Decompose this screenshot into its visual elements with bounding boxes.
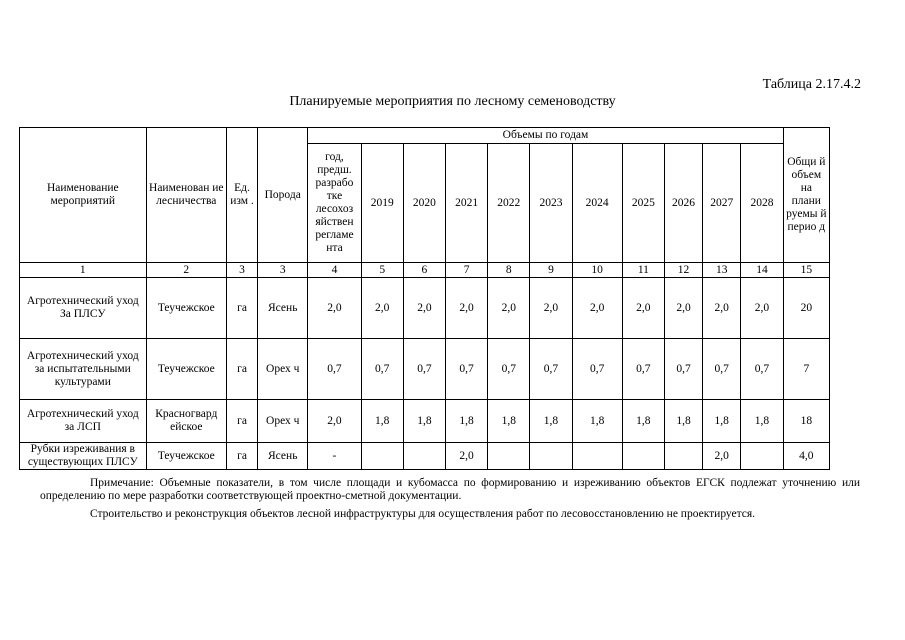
column-number: 2 bbox=[146, 263, 226, 278]
header-unit: Ед. изм . bbox=[226, 128, 257, 263]
year-value: 1,8 bbox=[403, 400, 445, 443]
column-number: 7 bbox=[445, 263, 487, 278]
table-row bbox=[20, 443, 830, 470]
year-value: 2,0 bbox=[530, 278, 572, 339]
header-base-year: год, предш. разрабо тке лесохоз яйствен регламе нта bbox=[308, 144, 361, 263]
column-number: 3 bbox=[258, 263, 308, 278]
base-year-value: - bbox=[308, 443, 361, 470]
year-value: 0,7 bbox=[445, 339, 487, 400]
header-forestry: Наименован ие лесничества bbox=[146, 128, 226, 263]
unit-cell: га bbox=[226, 278, 257, 339]
header-year: 2023 bbox=[530, 144, 572, 263]
unit-cell: га bbox=[226, 339, 257, 400]
forestry-name: Красногвард ейское bbox=[146, 400, 226, 443]
year-value: 1,8 bbox=[445, 400, 487, 443]
year-value: 1,8 bbox=[361, 400, 403, 443]
column-number: 5 bbox=[361, 263, 403, 278]
header-year: 2021 bbox=[445, 144, 487, 263]
year-value: 2,0 bbox=[703, 278, 741, 339]
column-number: 9 bbox=[530, 263, 572, 278]
total-value: 7 bbox=[783, 339, 829, 400]
header-event: Наименование мероприятий bbox=[20, 128, 147, 263]
year-value: 2,0 bbox=[488, 278, 530, 339]
year-value: 0,7 bbox=[403, 339, 445, 400]
column-number: 8 bbox=[488, 263, 530, 278]
species-cell: Ясень bbox=[258, 443, 308, 470]
unit-cell: га bbox=[226, 443, 257, 470]
event-name: Агротехнический уход за ЛСП bbox=[20, 400, 147, 443]
column-number: 12 bbox=[664, 263, 702, 278]
species-cell: Ясень bbox=[258, 278, 308, 339]
column-number: 14 bbox=[741, 263, 783, 278]
header-year: 2019 bbox=[361, 144, 403, 263]
year-value: 1,8 bbox=[488, 400, 530, 443]
species-cell: Орех ч bbox=[258, 400, 308, 443]
total-value: 20 bbox=[783, 278, 829, 339]
header-volumes: Объемы по годам bbox=[308, 128, 783, 144]
event-name: Рубки изреживания в существующих ПЛСУ bbox=[20, 443, 147, 470]
column-number: 11 bbox=[622, 263, 664, 278]
column-number: 6 bbox=[403, 263, 445, 278]
year-value bbox=[741, 443, 783, 470]
year-value bbox=[622, 443, 664, 470]
year-value: 1,8 bbox=[572, 400, 622, 443]
forestry-name: Теучежское bbox=[146, 443, 226, 470]
year-value: 0,7 bbox=[572, 339, 622, 400]
total-value: 4,0 bbox=[783, 443, 829, 470]
year-value: 2,0 bbox=[664, 278, 702, 339]
unit-cell: га bbox=[226, 400, 257, 443]
year-value: 0,7 bbox=[703, 339, 741, 400]
header-year: 2022 bbox=[488, 144, 530, 263]
column-number: 10 bbox=[572, 263, 622, 278]
year-value: 0,7 bbox=[530, 339, 572, 400]
year-value bbox=[664, 443, 702, 470]
base-year-value: 2,0 bbox=[308, 278, 361, 339]
total-value: 18 bbox=[783, 400, 829, 443]
year-value: 2,0 bbox=[703, 443, 741, 470]
year-value: 0,7 bbox=[741, 339, 783, 400]
table-row bbox=[20, 400, 830, 443]
year-value: 0,7 bbox=[622, 339, 664, 400]
header-year: 2027 bbox=[703, 144, 741, 263]
year-value: 1,8 bbox=[664, 400, 702, 443]
note-paragraph: Строительство и реконструкция объектов лесной инфраструктуры для осуществления работ по лесовосстановлению не проектируется. bbox=[90, 508, 756, 520]
forestry-name: Теучежское bbox=[146, 339, 226, 400]
column-number: 13 bbox=[703, 263, 741, 278]
year-value: 2,0 bbox=[445, 278, 487, 339]
year-value: 2,0 bbox=[741, 278, 783, 339]
table-row bbox=[20, 278, 830, 339]
year-value: 2,0 bbox=[403, 278, 445, 339]
year-value bbox=[403, 443, 445, 470]
note-paragraph: Примечание: Объемные показатели, в том числе площади и кубомасса по формированию и изреживанию объектов ЕГСК подлежат уточнению или определению по мере разработки соответствующей проектно-сметной документации. bbox=[40, 477, 860, 502]
year-value: 2,0 bbox=[572, 278, 622, 339]
year-value bbox=[530, 443, 572, 470]
year-value: 1,8 bbox=[741, 400, 783, 443]
year-value: 0,7 bbox=[361, 339, 403, 400]
header-year: 2020 bbox=[403, 144, 445, 263]
year-value: 1,8 bbox=[622, 400, 664, 443]
header-year: 2028 bbox=[741, 144, 783, 263]
header-year: 2024 bbox=[572, 144, 622, 263]
year-value bbox=[572, 443, 622, 470]
event-name: Агротехнический уход За ПЛСУ bbox=[20, 278, 147, 339]
year-value: 2,0 bbox=[361, 278, 403, 339]
column-number: 4 bbox=[308, 263, 361, 278]
column-number: 3 bbox=[226, 263, 257, 278]
table-number: Таблица 2.17.4.2 bbox=[762, 77, 861, 92]
year-value: 1,8 bbox=[703, 400, 741, 443]
header-species: Порода bbox=[258, 128, 308, 263]
year-value: 1,8 bbox=[530, 400, 572, 443]
seed-production-table bbox=[19, 127, 830, 470]
column-number: 1 bbox=[20, 263, 147, 278]
header-total: Общи й объем на плани руемы й перио д bbox=[783, 128, 829, 263]
column-number: 15 bbox=[783, 263, 829, 278]
year-value: 0,7 bbox=[664, 339, 702, 400]
year-value bbox=[488, 443, 530, 470]
base-year-value: 0,7 bbox=[308, 339, 361, 400]
species-cell: Орех ч bbox=[258, 339, 308, 400]
event-name: Агротехнический уход за испытательными культурами bbox=[20, 339, 147, 400]
year-value: 0,7 bbox=[488, 339, 530, 400]
year-value bbox=[361, 443, 403, 470]
base-year-value: 2,0 bbox=[308, 400, 361, 443]
table-caption: Планируемые мероприятия по лесному семеноводству bbox=[289, 94, 616, 109]
table-row bbox=[20, 339, 830, 400]
header-year: 2025 bbox=[622, 144, 664, 263]
year-value: 2,0 bbox=[622, 278, 664, 339]
year-value: 2,0 bbox=[445, 443, 487, 470]
header-year: 2026 bbox=[664, 144, 702, 263]
forestry-name: Теучежское bbox=[146, 278, 226, 339]
